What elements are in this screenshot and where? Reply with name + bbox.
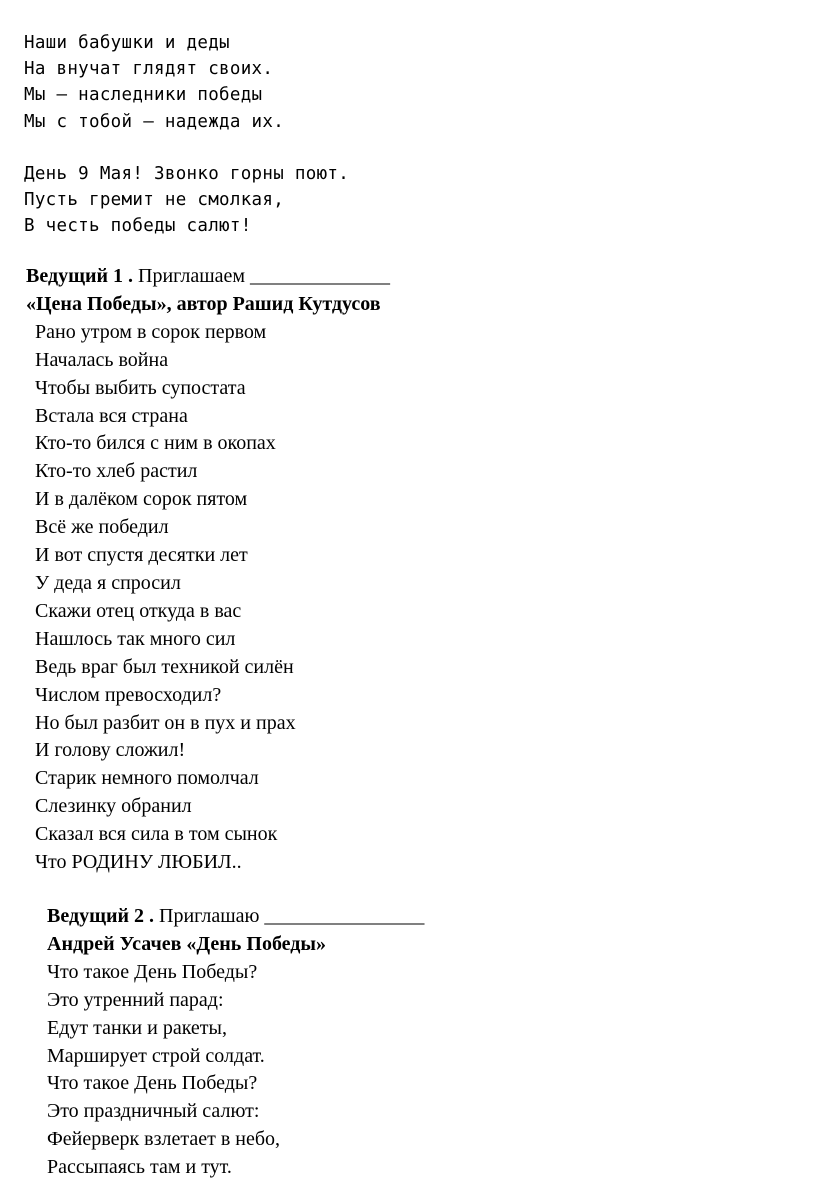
host-two-poem-title: Андрей Усачев «День Победы»	[47, 932, 327, 955]
poem-line: Слезинку обранил	[35, 795, 192, 818]
poem-line: На внучат глядят своих.	[24, 59, 274, 80]
poem-line: Это праздничный салют:	[47, 1100, 260, 1123]
poem-line: День 9 Мая! Звонко горны поют.	[24, 164, 350, 184]
poem-line: Что такое День Победы?	[47, 960, 258, 983]
poem-line: Старик немного помолчал	[35, 767, 259, 790]
poem-line: И голову сложил!	[35, 739, 186, 762]
poem-line: Но был разбит он в пух и прах	[35, 711, 296, 734]
poem-line: И в далёком сорок пятом	[35, 488, 248, 511]
poem-line: Мы с тобой – надежда их.	[24, 111, 285, 132]
host-two-invite	[47, 903, 424, 931]
poem-line: Числом превосходил?	[35, 683, 222, 706]
poem-line: Фейерверк взлетает в небо,	[47, 1128, 281, 1151]
opening-stanza	[24, 30, 284, 135]
poem-line: Кто-то хлеб растил	[35, 460, 198, 483]
host-one-label: Ведущий 1 .	[26, 265, 134, 287]
host-one-poem	[26, 319, 390, 877]
poem-line: Рассыпаясь там и тут.	[47, 1156, 232, 1179]
host-one-invite-text: Приглашаем ______________	[133, 265, 391, 287]
poem-line: Наши бабушки и деды	[24, 33, 230, 53]
poem-line: И вот спустя десятки лет	[35, 544, 248, 567]
host-two-invite-text: Приглашаю ________________	[154, 905, 425, 927]
poem-line: Встала вся страна	[35, 404, 188, 427]
poem-line: Что РОДИНУ ЛЮБИЛ..	[35, 851, 242, 874]
poem-line: Рано утром в сорок первом	[35, 320, 267, 343]
host-two-label: Ведущий 2 .	[47, 905, 155, 927]
host-two-section	[47, 903, 424, 1182]
poem-line: Нашлось так много сил	[35, 627, 236, 650]
poem-line: Пусть гремит не смолкая,	[24, 190, 285, 211]
host-one-poem-title: «Цена Победы», автор Рашид Кутдусов	[26, 292, 381, 315]
poem-line: Скажи отец откуда в вас	[35, 599, 242, 622]
poem-line: Всё же победил	[35, 516, 169, 539]
poem-line: В честь победы салют!	[24, 216, 252, 237]
poem-line: Началась война	[35, 348, 169, 371]
poem-line: Едут танки и ракеты,	[47, 1016, 227, 1039]
poem-line: Сказал вся сила в том сынок	[35, 823, 278, 846]
poem-line: Ведь враг был техникой силён	[35, 655, 294, 678]
poem-line: Чтобы выбить супостата	[35, 376, 246, 399]
host-one-invite	[26, 263, 390, 291]
poem-line: Это утренний парад:	[47, 988, 224, 1011]
host-one-section	[26, 263, 390, 877]
poem-line: Что такое День Победы?	[47, 1072, 258, 1095]
poem-line: Кто-то бился с ним в окопах	[35, 432, 276, 455]
poem-line: Марширует строй солдат.	[47, 1044, 265, 1067]
second-stanza	[24, 161, 349, 240]
poem-line: Мы – наследники победы	[24, 85, 263, 106]
poem-line: У деда я спросил	[35, 571, 181, 594]
